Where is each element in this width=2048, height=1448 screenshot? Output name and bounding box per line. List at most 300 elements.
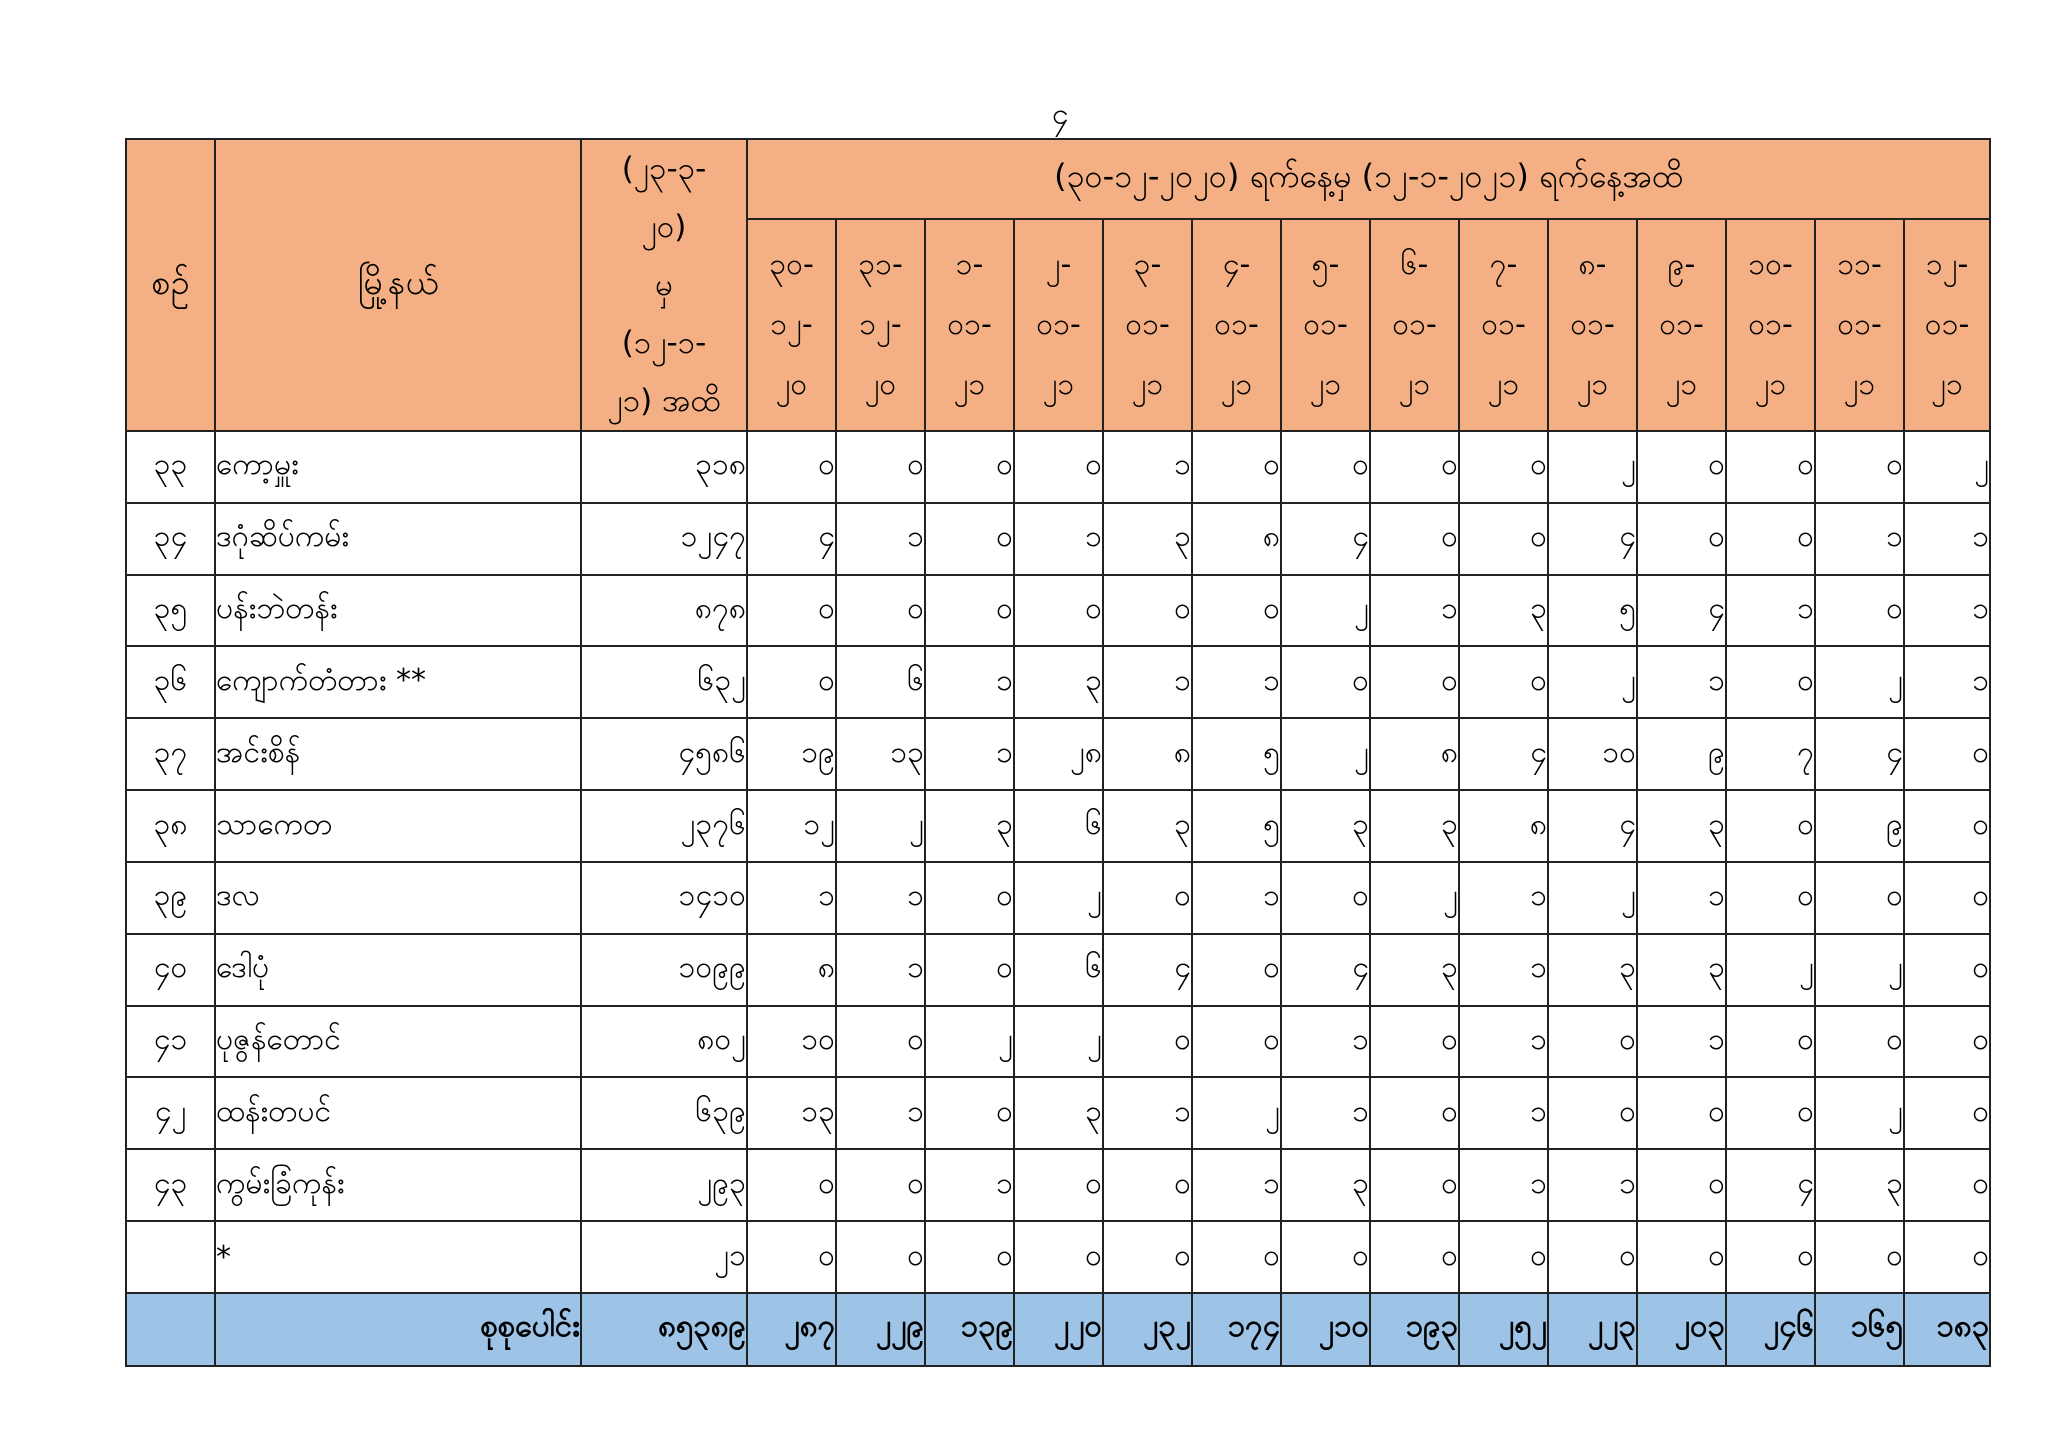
daily-cases: ၀	[747, 431, 836, 503]
date-header-part: ၂-	[1045, 247, 1072, 282]
township-name: ပုဇွန်တောင်	[215, 1006, 581, 1078]
date-header-part: ၀၁-	[1392, 307, 1437, 342]
totals-daily: ၁၉၃	[1370, 1293, 1459, 1366]
daily-cases: ၀	[1192, 934, 1281, 1006]
daily-cases: ၀	[1281, 646, 1370, 718]
daily-cases: ၉	[1637, 718, 1726, 790]
daily-cases: ၀	[1370, 1006, 1459, 1078]
totals-label: စုစုပေါင်း	[215, 1293, 581, 1366]
header-row-1	[126, 139, 1990, 219]
township-name: ဒေါပုံ	[215, 934, 581, 1006]
daily-cases: ၆	[836, 646, 925, 718]
daily-cases: ၀	[1459, 431, 1548, 503]
daily-cases: ၄	[1103, 934, 1192, 1006]
daily-cases: ၀	[1370, 503, 1459, 575]
daily-cases: ၀	[747, 1149, 836, 1221]
date-header-part: ၈-	[1578, 247, 1607, 282]
totals-daily: ၂၃၂	[1103, 1293, 1192, 1366]
totals-daily: ၂၂၉	[836, 1293, 925, 1366]
daily-cases: ၁	[1904, 575, 1990, 647]
daily-cases: ၈	[1370, 718, 1459, 790]
date-header	[1459, 219, 1548, 431]
daily-cases: ၀	[925, 503, 1014, 575]
daily-cases: ၂	[1192, 1077, 1281, 1149]
date-header-part: ၀၁-	[1924, 307, 1970, 342]
table-row	[126, 718, 1990, 790]
daily-cases: ၃	[1281, 790, 1370, 862]
row-index: ၄၃	[126, 1149, 215, 1221]
daily-cases: ၁	[836, 934, 925, 1006]
table-row	[126, 503, 1990, 575]
daily-cases: ၁	[1637, 1006, 1726, 1078]
daily-cases: ၂	[1281, 718, 1370, 790]
daily-cases: ၁	[1103, 1077, 1192, 1149]
cumulative-header-line: ၂၀)	[641, 209, 687, 245]
date-header	[1281, 219, 1370, 431]
date-header	[1726, 219, 1815, 431]
daily-cases: ၀	[1904, 934, 1990, 1006]
totals-daily: ၂၁၀	[1281, 1293, 1370, 1366]
row-index: ၃၉	[126, 862, 215, 934]
daily-cases: ၀	[1014, 1149, 1103, 1221]
date-header-part: ၀၁-	[947, 307, 992, 342]
daily-cases: ၀	[1370, 1077, 1459, 1149]
daily-cases: ၀	[1726, 1006, 1815, 1078]
totals-row	[126, 1293, 1990, 1366]
daily-cases: ၄	[1548, 503, 1637, 575]
daily-cases: ၆	[1014, 790, 1103, 862]
cumulative-cases: ၃၁၈	[581, 431, 747, 503]
daily-cases: ၁	[1192, 862, 1281, 934]
daily-cases: ၉	[1815, 790, 1904, 862]
row-index: ၃၃	[126, 431, 215, 503]
cumulative-cases: ၂၃၇၆	[581, 790, 747, 862]
daily-cases: ၂	[1815, 1077, 1904, 1149]
page-number: ၄	[1051, 97, 1069, 132]
daily-cases: ၈	[1192, 503, 1281, 575]
date-header-part: ၁၂-	[859, 307, 902, 342]
daily-cases: ၃	[1459, 575, 1548, 647]
daily-cases: ၀	[1548, 1077, 1637, 1149]
daily-cases: ၀	[1726, 1221, 1815, 1293]
daily-cases: ၅	[1192, 718, 1281, 790]
daily-cases: ၀	[1726, 431, 1815, 503]
cumulative-cases: ၄၅၈၆	[581, 718, 747, 790]
daily-cases: ၀	[1459, 646, 1548, 718]
daily-cases: ၀	[1103, 862, 1192, 934]
date-header-part: ၇-	[1489, 247, 1518, 282]
date-header-part: ၂၁	[1131, 367, 1164, 402]
daily-cases: ၀	[925, 1221, 1014, 1293]
daily-cases: ၁	[747, 862, 836, 934]
daily-cases: ၃	[1281, 1149, 1370, 1221]
daily-cases: ၁	[1281, 1077, 1370, 1149]
daily-cases: ၀	[1103, 1149, 1192, 1221]
daily-cases: ၀	[1637, 1221, 1726, 1293]
row-index: ၄၁	[126, 1006, 215, 1078]
totals-daily: ၂၈၇	[747, 1293, 836, 1366]
daily-cases: ၀	[747, 575, 836, 647]
daily-cases: ၂	[1815, 646, 1904, 718]
daily-cases: ၄	[1726, 1149, 1815, 1221]
daily-cases: ၃	[1370, 934, 1459, 1006]
daily-cases: ၀	[836, 1149, 925, 1221]
township-name: ထန်းတပင်	[215, 1077, 581, 1149]
daily-cases: ၀	[1815, 1221, 1904, 1293]
totals-daily: ၂၂၀	[1014, 1293, 1103, 1366]
daily-cases: ၁	[925, 1149, 1014, 1221]
daily-cases: ၀	[836, 1006, 925, 1078]
daily-cases: ၀	[1726, 646, 1815, 718]
table-row	[126, 646, 1990, 718]
daily-cases: ၀	[1548, 1006, 1637, 1078]
row-index: ၄၂	[126, 1077, 215, 1149]
daily-cases: ၁၃	[747, 1077, 836, 1149]
daily-cases: ၁	[1459, 934, 1548, 1006]
daily-cases: ၀	[1103, 575, 1192, 647]
daily-cases: ၁	[925, 646, 1014, 718]
daily-cases: ၅	[1548, 575, 1637, 647]
totals-daily: ၂၂၃	[1548, 1293, 1637, 1366]
cumulative-header	[581, 139, 747, 431]
daily-cases: ၀	[925, 934, 1014, 1006]
daily-cases: ၁	[1904, 646, 1990, 718]
daily-cases: ၁	[1370, 575, 1459, 647]
daily-cases: ၀	[1904, 1221, 1990, 1293]
date-header-part: ၀၁-	[1303, 307, 1348, 342]
daily-cases: ၀	[1370, 646, 1459, 718]
date-header	[1370, 219, 1459, 431]
township-name: ကော့မှူး	[215, 431, 581, 503]
daily-cases: ၄	[1281, 503, 1370, 575]
daily-cases: ၀	[1370, 1221, 1459, 1293]
row-index: ၃၈	[126, 790, 215, 862]
daily-cases: ၀	[925, 862, 1014, 934]
daily-cases: ၃	[1014, 1077, 1103, 1149]
daily-cases: ၀	[1192, 575, 1281, 647]
daily-cases: ၁	[1192, 646, 1281, 718]
cumulative-header-line: ၂၁) အထိ	[607, 383, 721, 419]
daily-cases: ၀	[1014, 431, 1103, 503]
cumulative-cases: ၁၂၄၇	[581, 503, 747, 575]
daily-cases: ၀	[1904, 862, 1990, 934]
daily-cases: ၁	[1459, 1149, 1548, 1221]
daily-cases: ၂	[1726, 934, 1815, 1006]
township-header: မြို့နယ်	[215, 139, 581, 431]
daily-cases: ၀	[1014, 575, 1103, 647]
daily-cases: ၀	[1637, 503, 1726, 575]
daily-cases: ၁	[1103, 431, 1192, 503]
date-header-part: ၁၁-	[1837, 247, 1882, 282]
daily-cases: ၁	[1459, 862, 1548, 934]
table-row	[126, 1149, 1990, 1221]
daily-cases: ၃	[1103, 790, 1192, 862]
daily-cases: ၀	[1815, 575, 1904, 647]
daily-cases: ၁၀	[747, 1006, 836, 1078]
daily-cases: ၀	[1370, 1149, 1459, 1221]
date-header-part: ၂၁	[1665, 367, 1698, 402]
daily-cases: ၈	[1459, 790, 1548, 862]
date-header	[1815, 219, 1904, 431]
daily-cases: ၀	[1726, 503, 1815, 575]
cumulative-header-line: (၁၂-၁-	[621, 325, 707, 361]
date-header-part: ၂၁	[1398, 367, 1431, 402]
row-index	[126, 1221, 215, 1293]
daily-cases: ၇	[1726, 718, 1815, 790]
date-header	[925, 219, 1014, 431]
table-row	[126, 431, 1990, 503]
daily-cases: ၃	[925, 790, 1014, 862]
daily-cases: ၁	[1904, 503, 1990, 575]
daily-cases: ၆	[1014, 934, 1103, 1006]
township-name: ပန်းဘဲတန်း	[215, 575, 581, 647]
cumulative-cases: ၆၃၉	[581, 1077, 747, 1149]
township-name: အင်းစိန်	[215, 718, 581, 790]
daily-cases: ၀	[1281, 431, 1370, 503]
cumulative-cases: ၈၀၂	[581, 1006, 747, 1078]
totals-daily: ၁၈၃	[1904, 1293, 1990, 1366]
daily-cases: ၀	[1637, 1149, 1726, 1221]
daily-cases: ၀	[1726, 862, 1815, 934]
totals-daily: ၂၀၃	[1637, 1293, 1726, 1366]
date-header-part: ၁၀-	[1748, 247, 1793, 282]
daily-cases: ၃	[1815, 1149, 1904, 1221]
daily-cases: ၀	[925, 431, 1014, 503]
date-header-part: ၃၁-	[858, 247, 903, 282]
cumulative-cases: ၁၀၉၉	[581, 934, 747, 1006]
daily-cases: ၀	[925, 575, 1014, 647]
township-name: ကျောက်တံတား **	[215, 646, 581, 718]
date-header-part: ၂၁	[1843, 367, 1876, 402]
daily-cases: ၀	[1548, 1221, 1637, 1293]
totals-cumulative: ၈၅၃၈၉	[581, 1293, 747, 1366]
row-index: ၃၇	[126, 718, 215, 790]
daily-cases: ၂	[1548, 431, 1637, 503]
daily-cases: ၁	[1103, 646, 1192, 718]
date-header-part: ၉-	[1667, 247, 1696, 282]
covid-cases-table	[125, 138, 1991, 1367]
daily-cases: ၀	[1637, 1077, 1726, 1149]
daily-cases: ၂	[836, 790, 925, 862]
daily-cases: ၁	[1548, 1149, 1637, 1221]
totals-daily: ၁၇၄	[1192, 1293, 1281, 1366]
daily-cases: ၁	[1815, 503, 1904, 575]
row-index: ၃၅	[126, 575, 215, 647]
cumulative-cases: ၁၄၁၀	[581, 862, 747, 934]
cumulative-cases: ၈၇၈	[581, 575, 747, 647]
period-header: (၃၀-၁၂-၂၀၂၀) ရက်နေ့မှ (၁၂-၁-၂၀၂၁) ရက်နေ့အထိ	[747, 139, 1990, 219]
daily-cases: ၀	[1014, 1221, 1103, 1293]
daily-cases: ၀	[1904, 718, 1990, 790]
daily-cases: ၄	[1548, 790, 1637, 862]
daily-cases: ၀	[1815, 862, 1904, 934]
daily-cases: ၈	[1103, 718, 1192, 790]
daily-cases: ၀	[836, 431, 925, 503]
table-row	[126, 862, 1990, 934]
date-header-part: ၁၂-	[1925, 247, 1969, 282]
daily-cases: ၁	[836, 1077, 925, 1149]
totals-daily: ၂၄၆	[1726, 1293, 1815, 1366]
date-header-part: ၂၀	[775, 367, 808, 402]
daily-cases: ၃	[1103, 503, 1192, 575]
date-header	[1014, 219, 1103, 431]
row-index: ၃၆	[126, 646, 215, 718]
date-header-part: ၀၁-	[1481, 307, 1526, 342]
table-row	[126, 1077, 1990, 1149]
daily-cases: ၀	[1281, 1221, 1370, 1293]
daily-cases: ၀	[1459, 503, 1548, 575]
date-header	[1548, 219, 1637, 431]
date-header-part: ၀၁-	[1570, 307, 1615, 342]
daily-cases: ၂	[925, 1006, 1014, 1078]
daily-cases: ၂	[1014, 862, 1103, 934]
daily-cases: ၅	[1192, 790, 1281, 862]
daily-cases: ၂	[1281, 575, 1370, 647]
cumulative-cases: ၆၃၂	[581, 646, 747, 718]
daily-cases: ၀	[1637, 431, 1726, 503]
daily-cases: ၀	[925, 1077, 1014, 1149]
daily-cases: ၁၂	[747, 790, 836, 862]
date-header-part: ၂၁	[953, 367, 986, 402]
date-header	[1103, 219, 1192, 431]
daily-cases: ၀	[836, 1221, 925, 1293]
daily-cases: ၂၈	[1014, 718, 1103, 790]
daily-cases: ၄	[1815, 718, 1904, 790]
table-row	[126, 575, 1990, 647]
daily-cases: ၃	[1637, 790, 1726, 862]
table-row	[126, 790, 1990, 862]
daily-cases: ၈	[747, 934, 836, 1006]
date-header	[1637, 219, 1726, 431]
totals-daily: ၁၆၅	[1815, 1293, 1904, 1366]
row-index: ၃၄	[126, 503, 215, 575]
date-header	[1904, 219, 1990, 431]
daily-cases: ၁	[1281, 1006, 1370, 1078]
daily-cases: ၃	[1548, 934, 1637, 1006]
date-header-part: ၂၁	[1576, 367, 1609, 402]
date-header-part: ၂၀	[864, 367, 897, 402]
daily-cases: ၁	[1014, 503, 1103, 575]
daily-cases: ၁	[1637, 646, 1726, 718]
date-header-part: ၀၁-	[1659, 307, 1704, 342]
daily-cases: ၁၃	[836, 718, 925, 790]
daily-cases: ၂	[1904, 431, 1990, 503]
township-name: ဒဂုံဆိပ်ကမ်း	[215, 503, 581, 575]
township-name: *	[215, 1221, 581, 1293]
table-row	[126, 1006, 1990, 1078]
daily-cases: ၀	[1103, 1221, 1192, 1293]
date-header	[836, 219, 925, 431]
date-header-part: ၆-	[1400, 247, 1429, 282]
date-header-part: ၂၁	[1220, 367, 1253, 402]
daily-cases: ၀	[1370, 431, 1459, 503]
date-header-part: ၂၁	[1931, 367, 1963, 402]
daily-cases: ၀	[1815, 1006, 1904, 1078]
daily-cases: ၁	[1459, 1077, 1548, 1149]
daily-cases: ၂	[1815, 934, 1904, 1006]
daily-cases: ၀	[747, 646, 836, 718]
daily-cases: ၀	[747, 1221, 836, 1293]
cumulative-cases: ၂၉၃	[581, 1149, 747, 1221]
daily-cases: ၀	[1904, 790, 1990, 862]
date-header-part: ၀၁-	[1748, 307, 1793, 342]
township-name: ဒလ	[215, 862, 581, 934]
daily-cases: ၂	[1548, 646, 1637, 718]
daily-cases: ၀	[1192, 1006, 1281, 1078]
date-header-part: ၂၁	[1309, 367, 1342, 402]
date-header-part: ၂၁	[1487, 367, 1520, 402]
township-name: ကွမ်းခြံကုန်း	[215, 1149, 581, 1221]
date-header-part: ၂၁	[1754, 367, 1787, 402]
date-header	[1192, 219, 1281, 431]
daily-cases: ၁	[1637, 862, 1726, 934]
daily-cases: ၀	[1815, 431, 1904, 503]
table-row	[126, 1221, 1990, 1293]
date-header-part: ၄-	[1222, 247, 1251, 282]
daily-cases: ၀	[1281, 862, 1370, 934]
date-header-part: ၀၁-	[1837, 307, 1882, 342]
daily-cases: ၂	[1014, 1006, 1103, 1078]
daily-cases: ၁၉	[747, 718, 836, 790]
daily-cases: ၄	[1459, 718, 1548, 790]
daily-cases: ၂	[1370, 862, 1459, 934]
cumulative-header-line: (၂၃-၃-	[621, 151, 707, 187]
daily-cases: ၀	[1904, 1149, 1990, 1221]
daily-cases: ၁	[1192, 1149, 1281, 1221]
date-header-part: ၂၁	[1042, 367, 1075, 402]
daily-cases: ၃	[1370, 790, 1459, 862]
daily-cases: ၀	[1904, 1077, 1990, 1149]
daily-cases: ၀	[836, 575, 925, 647]
row-index: ၄၀	[126, 934, 215, 1006]
date-header-part: ၅-	[1311, 247, 1340, 282]
totals-daily: ၁၃၉	[925, 1293, 1014, 1366]
daily-cases: ၀	[1904, 1006, 1990, 1078]
daily-cases: ၁	[1726, 575, 1815, 647]
daily-cases: ၄	[747, 503, 836, 575]
cumulative-cases: ၂၁	[581, 1221, 747, 1293]
daily-cases: ၀	[1192, 431, 1281, 503]
township-name: သာကေတ	[215, 790, 581, 862]
date-header-part: ၃-	[1133, 247, 1162, 282]
daily-cases: ၀	[1726, 1077, 1815, 1149]
date-header-part: ၁၂-	[770, 307, 813, 342]
daily-cases: ၂	[1548, 862, 1637, 934]
daily-cases: ၁	[836, 862, 925, 934]
daily-cases: ၁	[836, 503, 925, 575]
daily-cases: ၀	[1726, 790, 1815, 862]
date-header-part: ၀၁-	[1214, 307, 1259, 342]
daily-cases: ၄	[1637, 575, 1726, 647]
daily-cases: ၀	[1192, 1221, 1281, 1293]
date-header-part: ၁-	[955, 247, 984, 282]
date-header	[747, 219, 836, 431]
date-header-part: ၀၁-	[1125, 307, 1170, 342]
daily-cases: ၀	[1103, 1006, 1192, 1078]
daily-cases: ၁	[925, 718, 1014, 790]
cumulative-header-line: မှ	[655, 267, 673, 303]
table-row	[126, 934, 1990, 1006]
daily-cases: ၄	[1281, 934, 1370, 1006]
date-header-part: ၀၁-	[1036, 307, 1081, 342]
totals-index	[126, 1293, 215, 1366]
daily-cases: ၁၀	[1548, 718, 1637, 790]
date-header-part: ၃၀-	[769, 247, 814, 282]
daily-cases: ၁	[1459, 1006, 1548, 1078]
daily-cases: ၃	[1637, 934, 1726, 1006]
daily-cases: ၀	[1459, 1221, 1548, 1293]
index-header: စဉ်	[126, 139, 215, 431]
